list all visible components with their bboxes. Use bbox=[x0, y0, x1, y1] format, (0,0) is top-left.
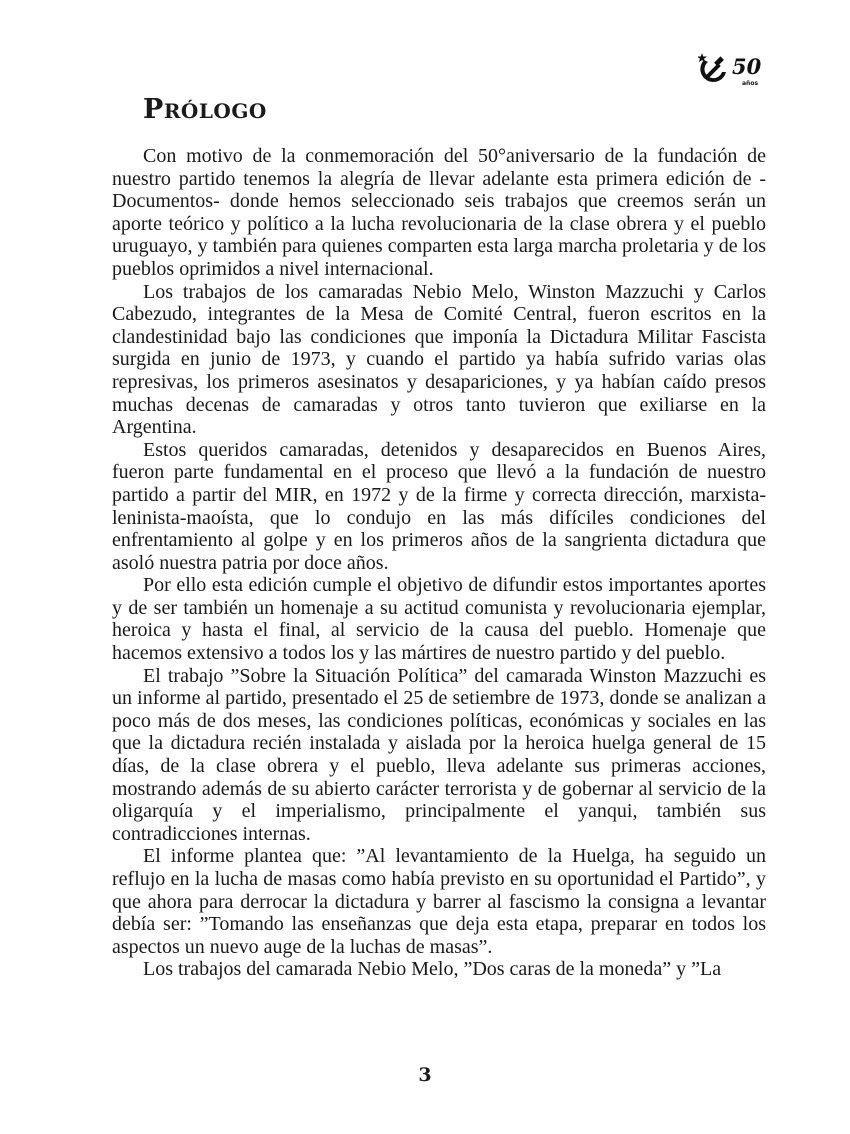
hammer-sickle-icon bbox=[698, 52, 768, 90]
paragraph-5: El trabajo ”Sobre la Situación Política” del camarada Winston Mazzuchi es un informe al partido, presentado el 25 de setiembre de 1973, donde se analizan a poco más de dos meses, las condiciones políticas, económicas y sociales en las que la dictadura recién instalada y aislada por la heroica huelga general de 15 días, de la clase obrera y el pueblo, lleva adelante sus primeras acciones, mostrando además de su abierto carácter terrorista y de gobernar al servicio de la oligarquía y el imperialismo, principalmente el yanqui, también sus contradicciones internas. bbox=[112, 664, 766, 845]
paragraph-6: El informe plantea que: ”Al levantamiento de la Huelga, ha seguido un reflujo en la lucha de masas como había previsto en su oportunidad el Partido”, y que ahora para derrocar la dictadura y barrer al fascismo la consigna a levantar debía ser: ”Tomando las enseñanzas que deja esta etapa, preparar en todos los aspectos un nuevo auge de la luchas de masas”. bbox=[112, 845, 766, 958]
title-initial: P bbox=[143, 94, 164, 125]
paragraph-1: Con motivo de la conmemoración del 50°aniversario de la fundación de nuestro partido tenemos la alegría de llevar adelante esta primera edición de -Documentos- donde hemos seleccionado seis trabajos que creemos serán un aporte teórico y político a la lucha revolucionaria de la clase obrera y el pueblo uruguayo, y también para quienes comparten esta larga marcha proletaria y de los pueblos oprimidos a nivel internacional. bbox=[112, 145, 766, 280]
prologue-body bbox=[112, 145, 766, 981]
paragraph-4: Por ello esta edición cumple el objetivo de difundir estos importantes aportes y de ser también un homenaje a su actitud comunista y revolucionaria ejemplar, heroica y hasta el final, al servicio de la causa del pueblo. Homenaje que hacemos extensivo a todos los y las mártires de nuestro partido y del pueblo. bbox=[112, 574, 766, 665]
paragraph-2: Los trabajos de los camaradas Nebio Melo, Winston Mazzuchi y Carlos Cabezudo, integrantes de la Mesa de Comité Central, fueron escritos en la clandestinidad bajo las condiciones que imponía la Dictadura Militar Fascista surgida en junio de 1973, y cuando el partido ya había sufrido varias olas represivas, los primeros asesinatos y desapariciones, y ya habían caído presos muchas decenas de camaradas y otros tanto tuvieron que exiliarse en la Argentina. bbox=[112, 280, 766, 439]
anniversary-logo bbox=[698, 52, 768, 90]
paragraph-7: Los trabajos del camarada Nebio Melo, ”Dos caras de la moneda” y ”La bbox=[143, 958, 722, 981]
logo-number: 50 bbox=[732, 54, 762, 79]
title-rest: RÓLOGO bbox=[163, 99, 267, 123]
page-number: 3 bbox=[418, 1064, 432, 1086]
logo-subtext: años bbox=[742, 80, 759, 87]
paragraph-3: Estos queridos camaradas, detenidos y desaparecidos en Buenos Aires, fueron parte fundamental en el proceso que llevó a la fundación de nuestro partido a partir del MIR, en 1972 y de la firme y correcta dirección, marxista-leninista-maoísta, que lo condujo en las más difíciles condiciones del enfrentamiento al golpe y en los primeros años de la sangrienta dictadura que asoló nuestra patria por doce años. bbox=[112, 438, 766, 574]
page-title bbox=[143, 94, 267, 127]
